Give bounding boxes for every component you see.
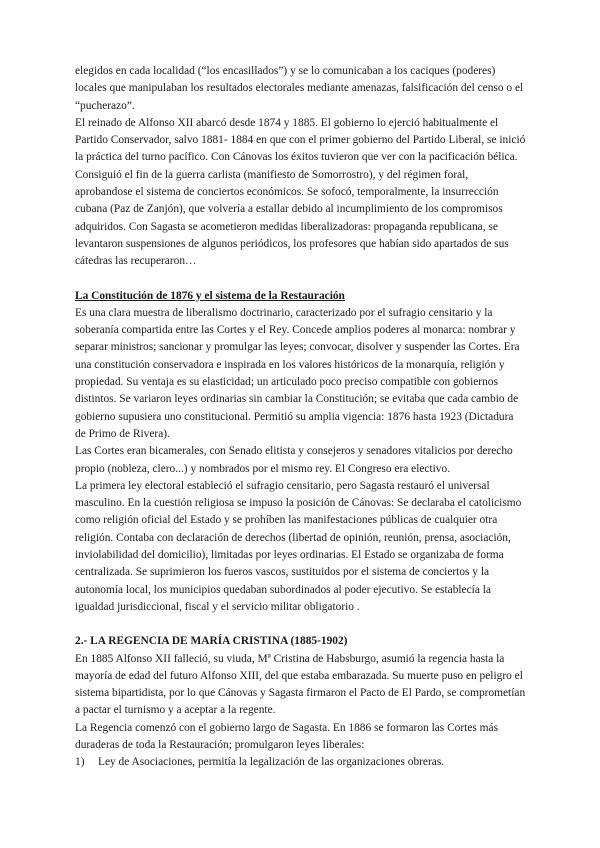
regency-heading: 2.- LA REGENCIA DE MARÍA CRISTINA (1885-1902) <box>75 635 348 648</box>
spacer <box>75 616 527 633</box>
regency-paragraph-1: En 1885 Alfonso XII falleció, su viuda, Mª Cristina de Habsburgo, asumió la regencia hasta la mayoría de edad del futuro Alfonso XIII, del que estaba embarazada. Su muerte puso en peligro el sistema bipartidista, por lo que Cánovas y Sagasta firmaron el Pacto de El Pardo, se comprometían a pactar el turnismo y a aceptar a la regente. <box>75 652 526 717</box>
list-item-number: 1) <box>75 756 85 769</box>
reign-paragraph: El reinado de Alfonso XII abarcó desde 1874 y 1885. El gobierno lo ejerció habitualmente el Partido Conservador, salvo 1881- 1884 en que con el primer gobierno del Partido Liberal, se inició la práctica del turno pacífico. Con Cánovas los éxitos tuvieron que ver con la pacificación bélica. Consiguió el fin de la guerra carlista (manifiesto de Somorrostro), y del régimen foral, aprobandose el sistema de conciertos económicos. Se sofocó, temporalmente, la insurrección cubana (Paz de Zanjón), que volvería a estallar debido al incumplimiento de los compromisos adquiridos. Con Sagasta se acometieron medidas liberalizadoras: propaganda republicana, se levantaron suspensiones de algunos periódicos, los profesores que habían sido apartados de sus cátedras las recuperaron… <box>75 116 526 268</box>
document-body <box>75 63 527 772</box>
constitution-paragraph-1: Es una clara muestra de liberalismo doctrinario, caracterizado por el sufragio censitario y la soberanía compartida entre las Cortes y el Rey. Concede amplios poderes al monarca: nombrar y separar ministros; sancionar y promulgar las leyes; convocar, disolver y suspender las Cortes. Era una constitución conservadora e inspirada en los valores históricos de la monarquía, religión y propiedad. Su ventaja es su elasticidad; un articulado poco preciso compatible con gobiernos distintos. Se variaron leyes ordinarias sin cambiar la Constitución; se evitaba que cada cambio de gobierno supusiera uno constitucional. Permitió su amplia vigencia: 1876 hasta 1923 (Dictadura de Primo de Rivera). <box>75 306 520 440</box>
spacer <box>75 271 527 288</box>
intro-paragraph: elegidos en cada localidad (“los encasillados”) y se lo comunicaban a los caciques (poderes) locales que manipulaban los resultados electorales mediante amenazas, falsificación del censo o el “pucherazo”. <box>75 65 524 112</box>
list-item <box>75 754 527 771</box>
constitution-paragraph-2: Las Cortes eran bicamerales, con Senado elitista y consejeros y senadores vitalicios por derecho propio (nobleza, clero...) y nombrados por el mismo rey. El Congreso era electivo. <box>75 445 513 475</box>
constitution-paragraph-3: La primera ley electoral estableció el sufragio censitario, pero Sagasta restauró el universal masculino. En la cuestión religiosa se impuso la posición de Cánovas: Se declaraba el catolicismo como religión oficial del Estado y se prohíben las manifestaciones públicas de cualquier otra religión. Contaba con declaración de derechos (libertad de opinión, reunión, prensa, asociación, inviolabilidad del domicilio), limitadas por leyes ordinarias. El Estado se organizaba de forma centralizada. Se suprimieron los fueros vascos, sustituidos por el sistema de conciertos y la autonomía local, los municipios quedaban subordinados al poder ejecutivo. Se establecía la igualdad jurisdiccional, fiscal y el servicio militar obligatorio . <box>75 479 522 613</box>
regency-paragraph-2: La Regencia comenzó con el gobierno largo de Sagasta. En 1886 se formaron las Cortes más duraderas de toda la Restauración; promulgaron leyes liberales: <box>75 721 499 751</box>
list-item-text: Ley de Asociaciones, permitía la legalización de las organizaciones obreras. <box>98 756 445 769</box>
constitution-heading: La Constitución de 1876 y el sistema de la Restauración <box>75 289 345 302</box>
